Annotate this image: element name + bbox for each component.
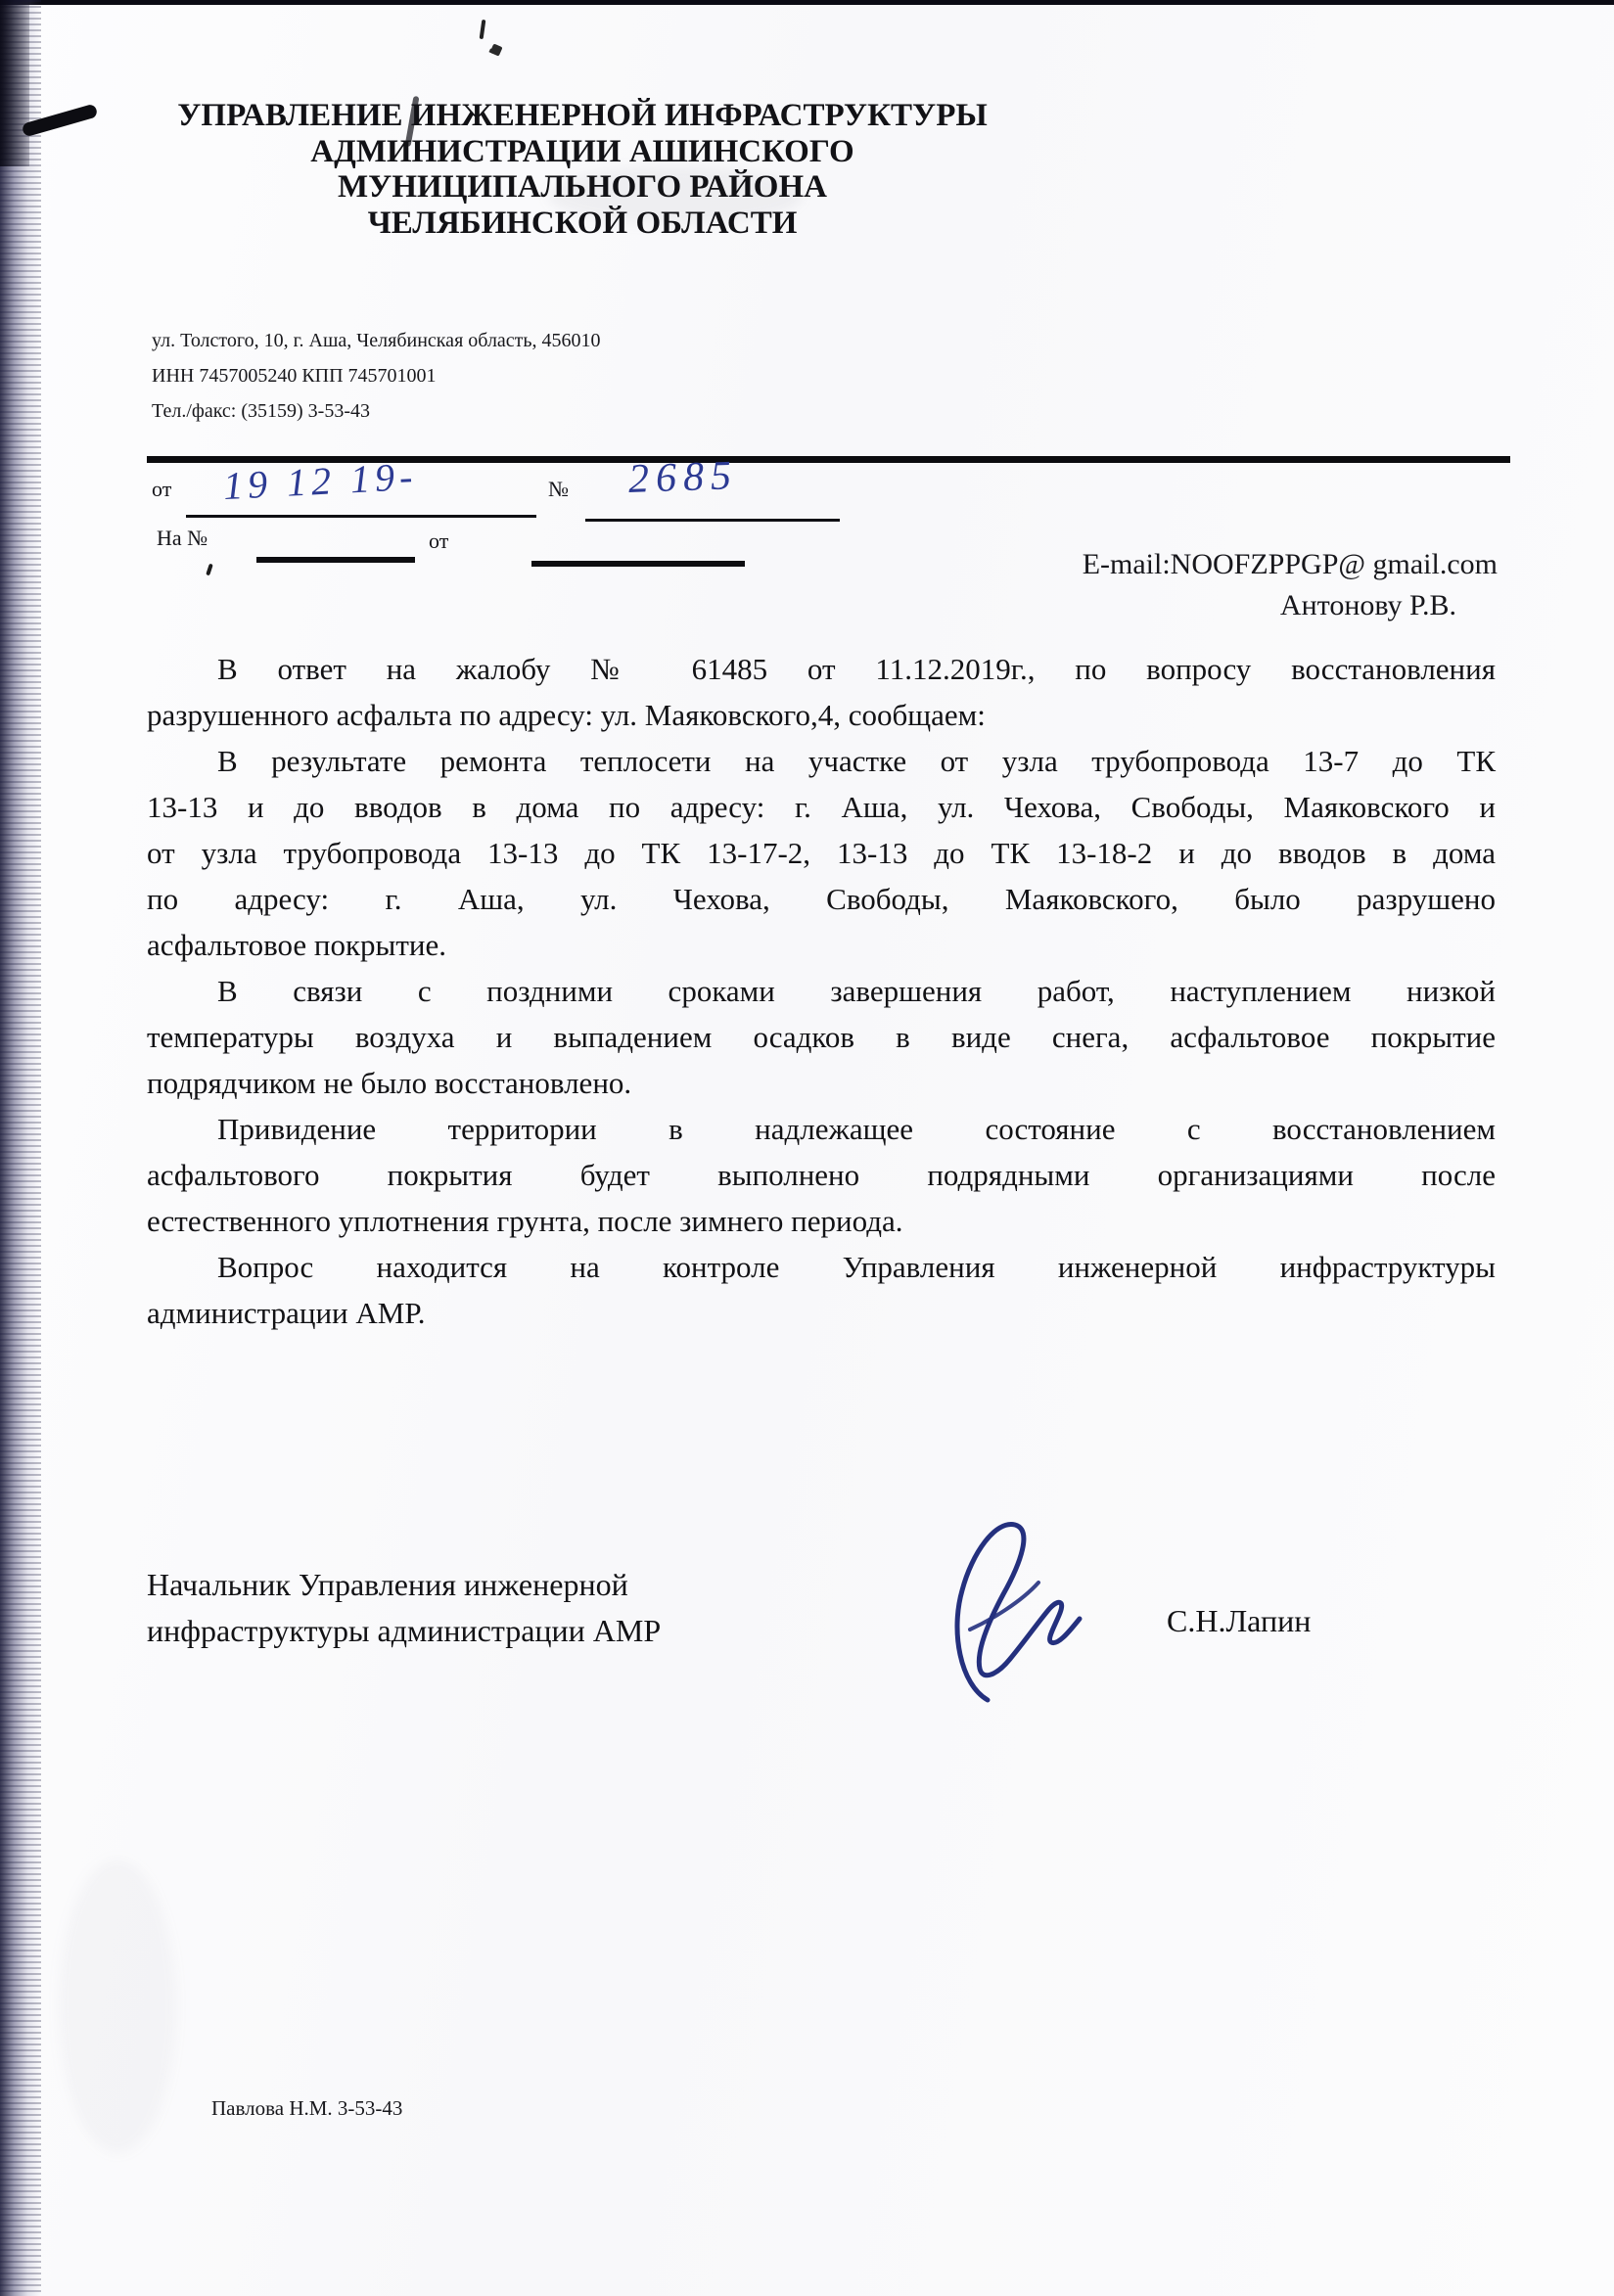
signer-position-line2: инфраструктуры администрации АМР (147, 1613, 662, 1648)
org-name-line2: АДМИНИСТРАЦИИ АШИНСКОГО МУНИЦИПАЛЬНОГО РАЙОНА (310, 134, 854, 205)
body-line: администрации АМР. (147, 1296, 426, 1330)
scan-top-edge-artifact (0, 0, 1614, 5)
ink-speck (206, 564, 213, 576)
reply-to-number-label: На № (157, 526, 208, 550)
body-line: от узла трубопровода 13-13 до ТК 13-17-2, 13-13 до ТК 13-18-2 и до вводов в дома (147, 836, 1496, 870)
scan-left-edge-band-artifact (0, 0, 41, 2296)
reply-number-blank-underline (256, 557, 415, 563)
signer-position (147, 1562, 661, 1654)
ink-speck (489, 43, 502, 56)
org-name-line3: ЧЕЛЯБИНСКОЙ ОБЛАСТИ (367, 206, 798, 241)
org-inn-kpp: ИНН 7457005240 КПП 745701001 (152, 365, 437, 387)
body-line: Вопрос находится на контроле Управления инженерной инфраструктуры (217, 1250, 1496, 1284)
body-line: В связи с поздними сроками завершения работ, наступлением низкой (217, 974, 1496, 1008)
executor-contact: Павлова Н.М. 3-53-43 (211, 2096, 403, 2120)
body-line: В результате ремонта теплосети на участке от узла трубопровода 13-7 до ТК (217, 744, 1496, 778)
body-line: В ответ на жалобу № 61485 от 11.12.2019г., по вопросу восстановления (217, 652, 1496, 686)
org-name-line1: УПРАВЛЕНИЕ ИНЖЕНЕРНОЙ ИНФРАСТРУКТУРЫ (177, 98, 988, 133)
signer-name: С.Н.Лапин (1167, 1603, 1312, 1638)
org-phone: Тел./факс: (35159) 3-53-43 (152, 400, 370, 422)
body-line: асфальтового покрытия будет выполнено подрядными организациями после (147, 1158, 1496, 1192)
reply-to-date-label: от (429, 528, 449, 553)
organization-header (147, 98, 1018, 242)
body-line: подрядчиком не было восстановлено. (147, 1066, 632, 1100)
body-line: по адресу: г. Аша, ул. Чехова, Свободы, Маяковского, было разрушено (147, 882, 1496, 916)
recipient-email: E-mail:NOOFZPPGP@ gmail.com (1082, 548, 1498, 580)
recipient-block (979, 544, 1498, 626)
handwritten-signature-icon (905, 1512, 1121, 1708)
body-line: Привидение территории в надлежащее состояние с восстановлением (217, 1112, 1496, 1146)
letter-body (147, 646, 1496, 1336)
outgoing-date-underline (186, 515, 536, 518)
body-line: разрушенного асфальта по адресу: ул. Маяковского,4, сообщаем: (147, 698, 986, 732)
body-line: асфальтовое покрытие. (147, 928, 447, 962)
body-line: температуры воздуха и выпадением осадков в виде снега, асфальтовое покрытие (147, 1020, 1496, 1054)
signer-position-line1: Начальник Управления инженерной (147, 1567, 628, 1602)
org-address: ул. Толстого, 10, г. Аша, Челябинская область, 456010 (152, 330, 601, 351)
ink-speck (480, 20, 486, 39)
outgoing-number-underline (585, 519, 840, 522)
recipient-name: Антонову Р.В. (1279, 589, 1456, 621)
outgoing-number-handwritten: 2685 (627, 453, 739, 502)
body-line: естественного уплотнения грунта, после зимнего периода. (147, 1204, 903, 1238)
outgoing-date-label: от (152, 477, 172, 501)
reply-date-blank-underline (531, 561, 745, 567)
outgoing-date-handwritten: 19 12 19- (221, 453, 419, 509)
scan-left-corner-artifact (0, 0, 29, 166)
scan-smudge (59, 1860, 176, 2153)
letterhead-contacts (152, 323, 601, 429)
outgoing-number-label: № (548, 477, 569, 501)
body-line: 13-13 и до вводов в дома по адресу: г. Аша, ул. Чехова, Свободы, Маяковского и (147, 790, 1496, 824)
